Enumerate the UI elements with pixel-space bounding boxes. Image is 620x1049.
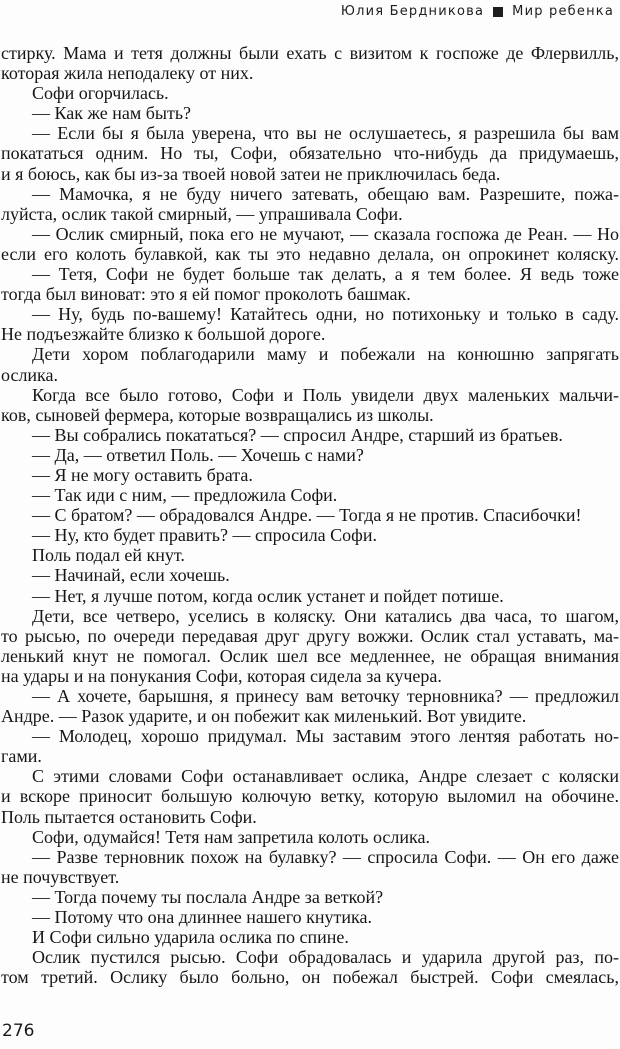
- text-line: — Как же нам быть?: [32, 103, 192, 124]
- text-line: — Потому что она длиннее нашего кнутика.: [32, 907, 373, 928]
- text-line: — Ослик смирный, пока его не мучают, — сказала госпожа де Реан. — Но: [32, 223, 619, 244]
- text-line: — Ну, будь по-вашему! Катайтесь одни, но потихоньку и только в саду.: [32, 304, 619, 325]
- running-head-author: Юлия Бердникова: [340, 4, 485, 19]
- text-line: ков, сыновей фермера, которые возвращались из школы.: [1, 404, 434, 425]
- text-line: — Тогда почему ты послала Андре за веткой?: [32, 886, 384, 907]
- text-line: — Молодец, хорошо придумал. Мы заставим этого лентяя работать но-: [32, 726, 619, 747]
- text-line: ослика.: [1, 364, 59, 385]
- text-line: Поль подал ей кнут.: [32, 545, 185, 566]
- body-text: [1, 43, 619, 987]
- text-line: на удары и на понукания Софи, которая сидела за кучера.: [1, 665, 442, 686]
- text-line: — Нет, я лучше потом, когда ослик устанет и пойдет потише.: [32, 585, 504, 606]
- square-separator-icon: [493, 7, 503, 17]
- text-line: покататься одним. Но ты, Софи, обязательно что-нибудь да придумаешь,: [1, 143, 619, 164]
- text-line: — А хочете, барышня, я принесу вам веточку терновника? — предложил: [32, 686, 619, 706]
- text-line: том третий. Ослику было больно, он побежал быстрей. Софи смеялась,: [1, 967, 619, 988]
- text-line: Софи, одумайся! Тетя нам запретила колоть ослика.: [32, 826, 430, 847]
- text-line: Поль пытается остановить Софи.: [1, 806, 257, 827]
- text-line: и я боюсь, как бы из-за твоей новой затеи не приключилась беда.: [1, 163, 501, 184]
- text-line: — Начинай, если хочешь.: [32, 565, 230, 586]
- text-line: то рысью, по очереди передавая друг другу вожжи. Ослик стал уставать, ма-: [1, 625, 619, 646]
- text-line: луйста, ослик такой смирный, — упрашивала Софи.: [1, 203, 403, 224]
- running-head-title: Мир ребенка: [512, 4, 614, 19]
- text-line: — Ну, кто будет править? — спросила Софи.: [32, 525, 377, 546]
- text-line: которая жила неподалеку от них.: [1, 63, 254, 84]
- text-line: Андре. — Разок ударите, и он побежит как миленький. Вот увидите.: [1, 706, 527, 727]
- text-line: тогда был виноват: это я ей помог проколоть башмак.: [1, 284, 411, 305]
- text-line: гами.: [1, 746, 42, 767]
- text-line: ленький кнут не помогал. Ослик шел все медленнее, не обращая внимания: [1, 645, 619, 666]
- text-line: Софи огорчилась.: [32, 83, 169, 104]
- text-line: — Так иди с ним, — предложила Софи.: [32, 485, 338, 506]
- page-number: 276: [2, 1021, 35, 1041]
- text-line: Ослик пустился рысью. Софи обрадовалась и ударила другой раз, по-: [32, 947, 619, 968]
- text-line: и вскоре приносит большую колючую ветку, которую выломил на обочине.: [1, 786, 619, 807]
- text-line: — Мамочка, я не буду ничего затевать, обещаю вам. Разрешите, пожа-: [32, 183, 619, 204]
- text-line: — Вы собрались покататься? — спросил Андре, старший из братьев.: [32, 424, 563, 445]
- text-line: — Если бы я была уверена, что вы не ослушаетесь, я разрешила бы вам: [32, 123, 619, 144]
- text-line: — С братом? — обрадовался Андре. — Тогда я не против. Спасибочки!: [32, 505, 582, 526]
- text-line: Не подъезжайте близко к большой дороге.: [1, 324, 326, 345]
- text-line: — Разве терновник похож на булавку? — спросила Софи. — Он его даже: [32, 846, 619, 867]
- text-line: — Тетя, Софи не будет больше так делать, а я тем более. Я ведь тоже: [32, 264, 619, 285]
- text-line: стирку. Мама и тетя должны были ехать с визитом к госпоже де Флервилль,: [1, 43, 619, 63]
- text-line: С этими словами Софи останавливает ослика, Андре слезает с коляски: [32, 766, 619, 787]
- text-line: — Да, — ответил Поль. — Хочешь с нами?: [32, 444, 364, 465]
- text-line: И Софи сильно ударила ослика по спине.: [32, 927, 349, 948]
- text-line: Дети, все четверо, уселись в коляску. Они катались два часа, то шагом,: [32, 605, 619, 626]
- text-line: Когда все было готово, Софи и Поль увидели двух маленьких мальчи-: [32, 384, 619, 405]
- text-line: не почувствует.: [1, 866, 120, 887]
- text-line: если его колоть булавкой, как ты это недавно делала, он опрокинет коляску.: [1, 243, 619, 264]
- text-line: — Я не могу оставить брата.: [32, 464, 253, 485]
- text-line: Дети хором поблагодарили маму и побежали на конюшню запрягать: [32, 344, 619, 365]
- running-head: [341, 4, 614, 19]
